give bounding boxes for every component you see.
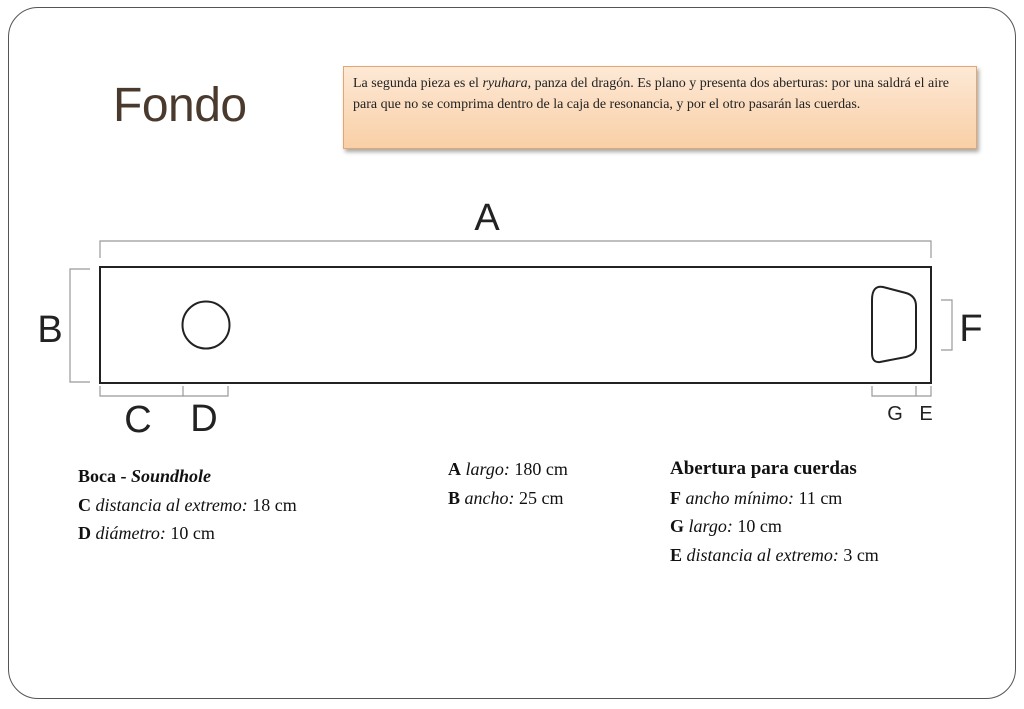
- legend-row: D diámetro: 10 cm: [78, 523, 215, 543]
- board-outline: [100, 267, 931, 383]
- legend-row: B ancho: 25 cm: [448, 487, 564, 508]
- dimension-e-bracket: [916, 386, 931, 396]
- note-text: La segunda pieza es el ryuhara, panza del dragón. Es plano y presenta dos aberturas: por una saldrá el aire para que no se comprima dentro de la caja de resonancia, y por el otro pasarán las cuerdas.: [353, 76, 949, 112]
- legend-row: E distancia al extremo: 3 cm: [670, 544, 879, 565]
- soundhole-circle: [183, 302, 230, 349]
- dimension-b-bracket: [70, 269, 90, 382]
- label-e: E: [919, 403, 933, 425]
- label-a: A: [474, 197, 500, 239]
- slide-title: Fondo: [113, 79, 247, 132]
- label-g: G: [887, 403, 903, 425]
- dimension-d-bracket: [183, 386, 228, 396]
- dimension-a-bracket: [100, 241, 931, 258]
- label-c: C: [124, 399, 152, 441]
- legend-row: G largo: 10 cm: [670, 516, 782, 536]
- legend-dimensions: [448, 455, 568, 512]
- label-d: D: [190, 398, 218, 440]
- label-f: F: [959, 308, 983, 350]
- legend-row: C distancia al extremo: 18 cm: [78, 494, 297, 515]
- legend-string-opening: [670, 455, 879, 569]
- dimension-g-bracket: [872, 386, 916, 396]
- dimension-c-bracket: [100, 386, 183, 396]
- dimension-f-bracket: [941, 300, 952, 350]
- legend-soundhole: [78, 462, 297, 548]
- legend-row: A largo: 180 cm: [448, 459, 568, 479]
- string-opening-shape: [872, 287, 916, 362]
- legend-strings-heading: Abertura para cuerdas: [670, 458, 857, 479]
- legend-row: F ancho mínimo: 11 cm: [670, 487, 843, 508]
- legend-soundhole-heading: Boca - Soundhole: [78, 466, 212, 486]
- note-term: ryuhara: [482, 76, 528, 91]
- label-b: B: [37, 309, 63, 351]
